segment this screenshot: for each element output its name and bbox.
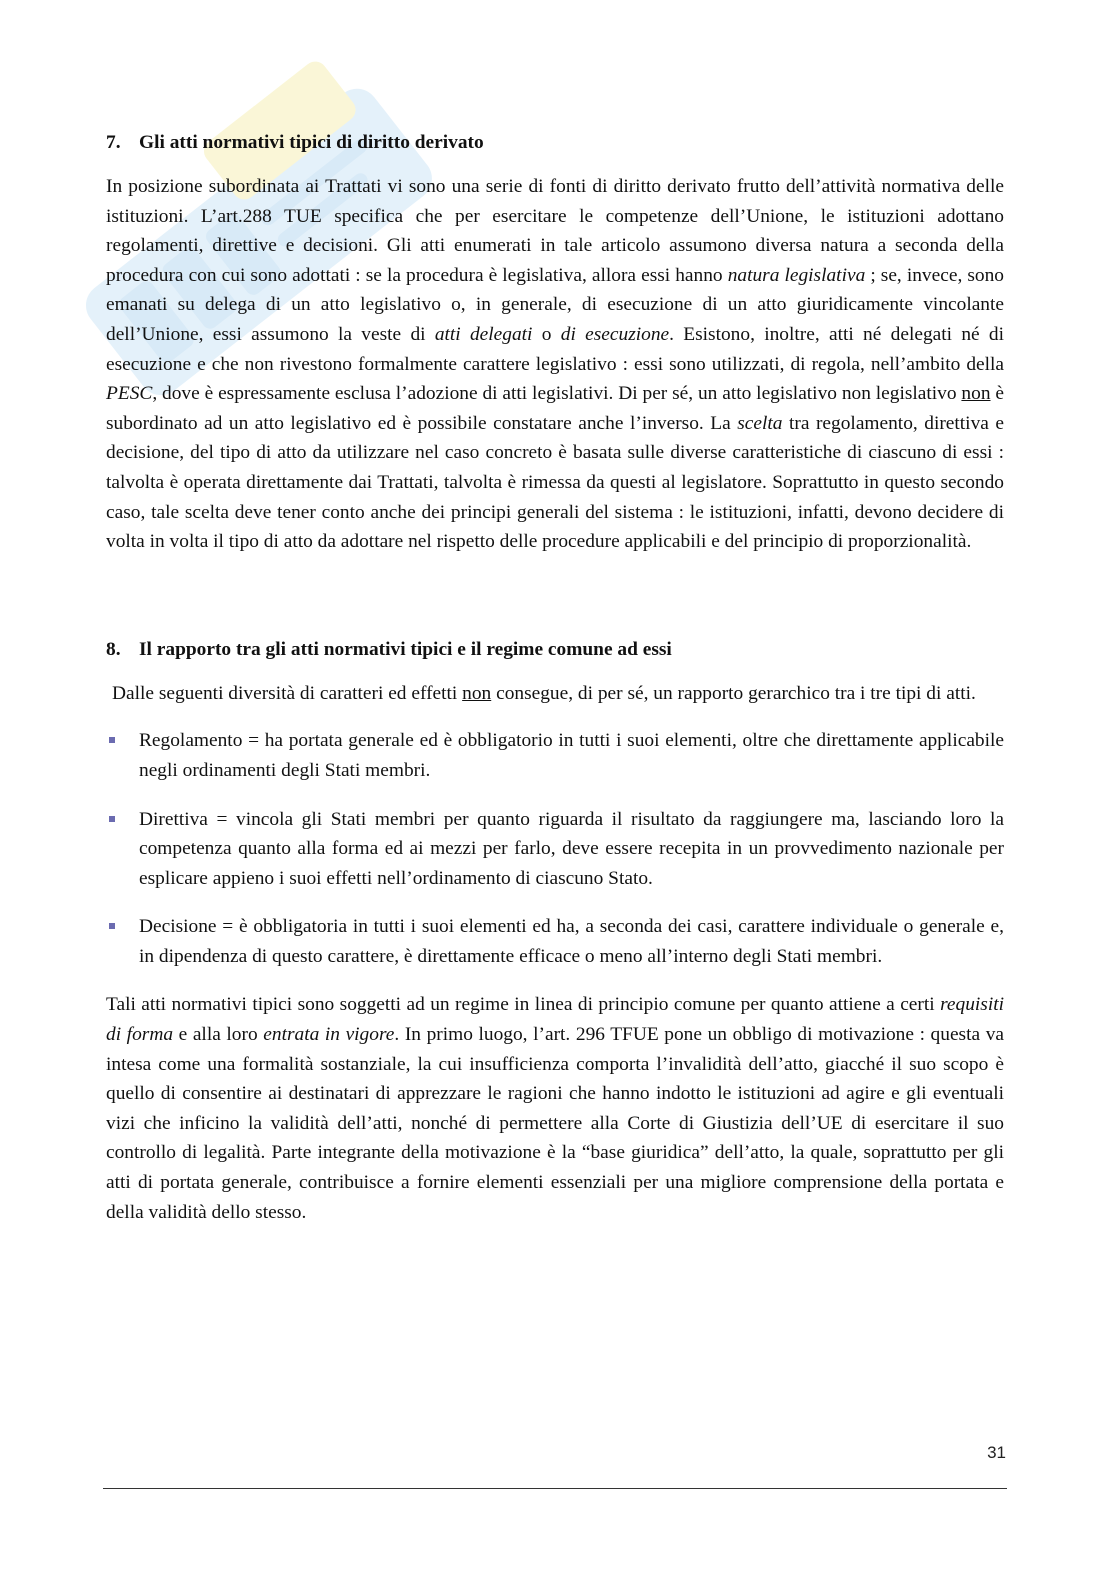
emphasis-pesc: PESC	[106, 383, 153, 405]
footer-divider	[103, 1488, 1007, 1489]
section-8-intro: Dalle seguenti diversità di caratteri ed effetti non consegue, di per sé, un rapporto gerarchico tra i tre tipi di atti.	[112, 682, 976, 704]
section-7-heading	[106, 128, 1004, 158]
emphasis-atti-delegati: atti delegati	[434, 323, 533, 345]
list-item-direttiva: Direttiva = vincola gli Stati membri per quanto riguarda il risultato da raggiungere ma, lasciando loro la competenza quanto alla forma ed ai mezzi per farlo, deve essere recepita in un provvedimento nazionale per esplicare appieno i suoi effetti nell’ordinamento di ciascuno Stato.	[106, 805, 1004, 894]
document-body	[106, 128, 1004, 1227]
square-bullet-icon	[109, 923, 115, 929]
square-bullet-icon	[109, 816, 115, 822]
section-7-paragraph: In posizione subordinata ai Trattati vi sono una serie di fonti di diritto derivato frutto dell’attività normativa delle istituzioni. L’art.288 TUE specifica che per esercitare le competenze dell’Unione, le istituzioni adottano regolamenti, direttive e decisioni. Gli atti enumerati in tale articolo assumono diversa natura a seconda della procedura con cui sono adottati : se la procedura è legislativa, allora essi hanno natura legislativa ; se, invece, sono emanati su delega di un atto legislativo o, in generale, di esecuzione di un atto giuridicamente vincolante dell’Unione, essi assumono la veste di atti delegati o di esecuzione. Esistono, inoltre, atti né delegati né di esecuzione e che non rivestono formalmente carattere legislativo : essi sono utilizzati, di regola, nell’ambito della PESC, dove è espressamente esclusa l’adozione di atti legislativi. Di per sé, un atto legislativo non legislativo non è subordinato ad un atto legislativo ed è possibile constatare anche l’inverso. La scelta tra regolamento, direttiva e decisione, del tipo di atto da utilizzare nel caso concreto è basata sulle diverse caratteristiche di ciascuno di essi : talvolta è operata direttamente dai Trattati, talvolta è rimessa da questi al legislatore. Soprattutto in questo secondo caso, tale scelta deve tener conto anche dei principi generali del sistema : le istituzioni, infatti, devono decidere di volta in volta il tipo di atto da adottare nel rispetto delle procedure applicabili e del principio di proporzionalità.	[106, 176, 1005, 553]
emphasis-natura-legislativa: natura legislativa	[727, 264, 866, 286]
list-item-decisione: Decisione = è obbligatoria in tutti i suoi elementi ed ha, a seconda dei casi, carattere individuale o generale e, in dipendenza di questo carattere, è direttamente efficace o meno all’interno degli Stati membri.	[106, 912, 1004, 971]
underline-non: non	[961, 383, 991, 405]
acts-bullet-list	[106, 726, 1004, 971]
underline-non: non	[462, 682, 492, 704]
list-item-regolamento: Regolamento = ha portata generale ed è obbligatorio in tutti i suoi elementi, oltre che direttamente applicabile negli ordinamenti degli Stati membri.	[106, 726, 1004, 785]
section-8-title: Il rapporto tra gli atti normativi tipici e il regime comune ad essi	[139, 638, 672, 660]
section-7-number: 7.	[106, 132, 121, 153]
emphasis-requisiti-di-forma: requisiti di forma	[106, 994, 1004, 1046]
square-bullet-icon	[109, 737, 115, 743]
emphasis-entrata-in-vigore: entrata in vigore	[263, 1024, 395, 1046]
page-number: 31	[987, 1443, 1006, 1462]
section-8-number: 8.	[106, 638, 121, 660]
emphasis-di-esecuzione: di esecuzione	[560, 323, 670, 345]
section-8-closing-paragraph: Tali atti normativi tipici sono soggetti ad un regime in linea di principio comune per quanto attiene a certi requisiti di forma e alla loro entrata in vigore. In primo luogo, l’art. 296 TFUE pone un obbligo di motivazione : questa va intesa come una formalità sostanziale, la cui insufficienza comporta l’invalidità dell’atto, giacché il suo scopo è quello di consentire ai destinatari di apprezzare le ragioni che hanno indotto le istituzioni ad agire e gli eventuali vizi che inficino la validità dell’atti, nonché di permettere alla Corte di Giustizia dell’UE di esercitare il suo controllo di legalità. Parte integrante della motivazione è la “base giuridica” dell’atto, la quale, soprattutto per gli atti di portata generale, contribuisce a fornire elementi essenziali per una migliore comprensione della portata e della validità dello stesso.	[106, 994, 1004, 1223]
section-8-heading	[106, 635, 1004, 665]
emphasis-scelta: scelta	[737, 412, 783, 434]
section-7-title: Gli atti normativi tipici di diritto derivato	[139, 132, 484, 153]
